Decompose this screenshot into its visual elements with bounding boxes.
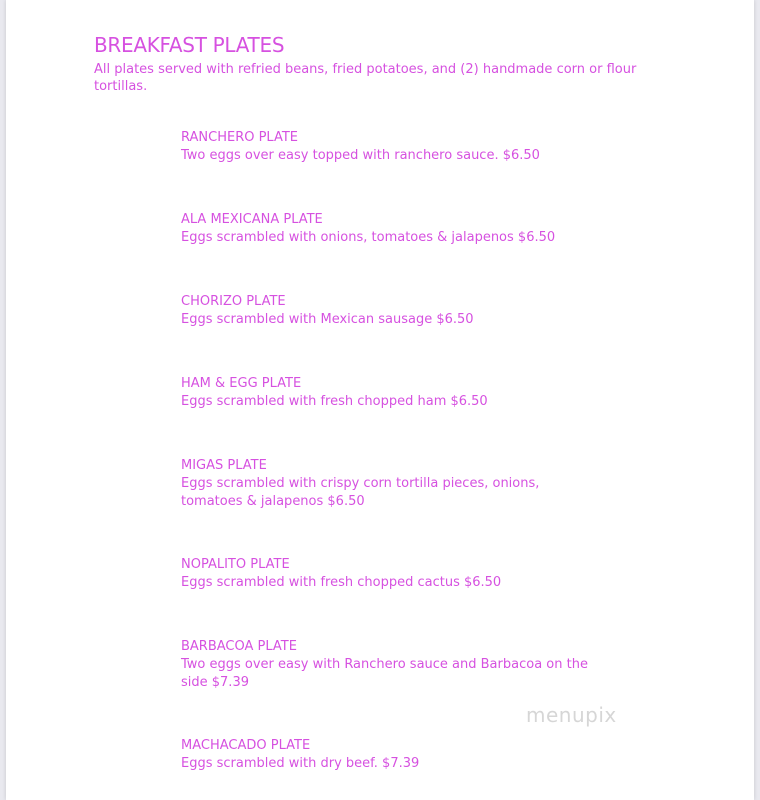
menu-item xyxy=(181,457,601,511)
menu-item xyxy=(181,556,601,592)
menu-item-name: RANCHERO PLATE xyxy=(181,130,299,145)
menu-item-description: Eggs scrambled with fresh chopped ham $6.50 xyxy=(181,394,488,409)
menu-item xyxy=(181,375,601,411)
menupix-watermark: menupix xyxy=(526,703,617,727)
menu-item xyxy=(181,129,601,165)
menu-item-name: MIGAS PLATE xyxy=(181,458,267,473)
menu-item xyxy=(181,638,601,692)
menu-item-name: CHORIZO PLATE xyxy=(181,294,286,309)
menu-item-description: Eggs scrambled with Mexican sausage $6.50 xyxy=(181,312,474,327)
menu-item xyxy=(181,737,601,773)
menu-item xyxy=(181,211,601,247)
menu-item xyxy=(181,293,601,329)
menu-item-description: Eggs scrambled with fresh chopped cactus $6.50 xyxy=(181,575,502,590)
menu-item-description: Eggs scrambled with crispy corn tortilla pieces, onions, tomatoes & jalapenos $6.50 xyxy=(181,476,540,509)
menu-item-description: Two eggs over easy with Ranchero sauce and Barbacoa on the side $7.39 xyxy=(181,657,588,690)
menu-page xyxy=(6,0,754,800)
menu-item-description: Two eggs over easy topped with ranchero sauce. $6.50 xyxy=(181,148,540,163)
menu-item-name: NOPALITO PLATE xyxy=(181,557,290,572)
menu-section-intro: All plates served with refried beans, fried potatoes, and (2) handmade corn or flour tortillas. xyxy=(94,62,637,94)
menu-item-name: BARBACOA PLATE xyxy=(181,639,297,654)
menu-section-title: BREAKFAST PLATES xyxy=(94,33,285,57)
menu-item-name: MACHACADO PLATE xyxy=(181,738,311,753)
menu-item-name: HAM & EGG PLATE xyxy=(181,376,302,391)
menu-item-description: Eggs scrambled with onions, tomatoes & jalapenos $6.50 xyxy=(181,230,556,245)
menu-item-description: Eggs scrambled with dry beef. $7.39 xyxy=(181,756,420,771)
menu-item-name: ALA MEXICANA PLATE xyxy=(181,212,323,227)
